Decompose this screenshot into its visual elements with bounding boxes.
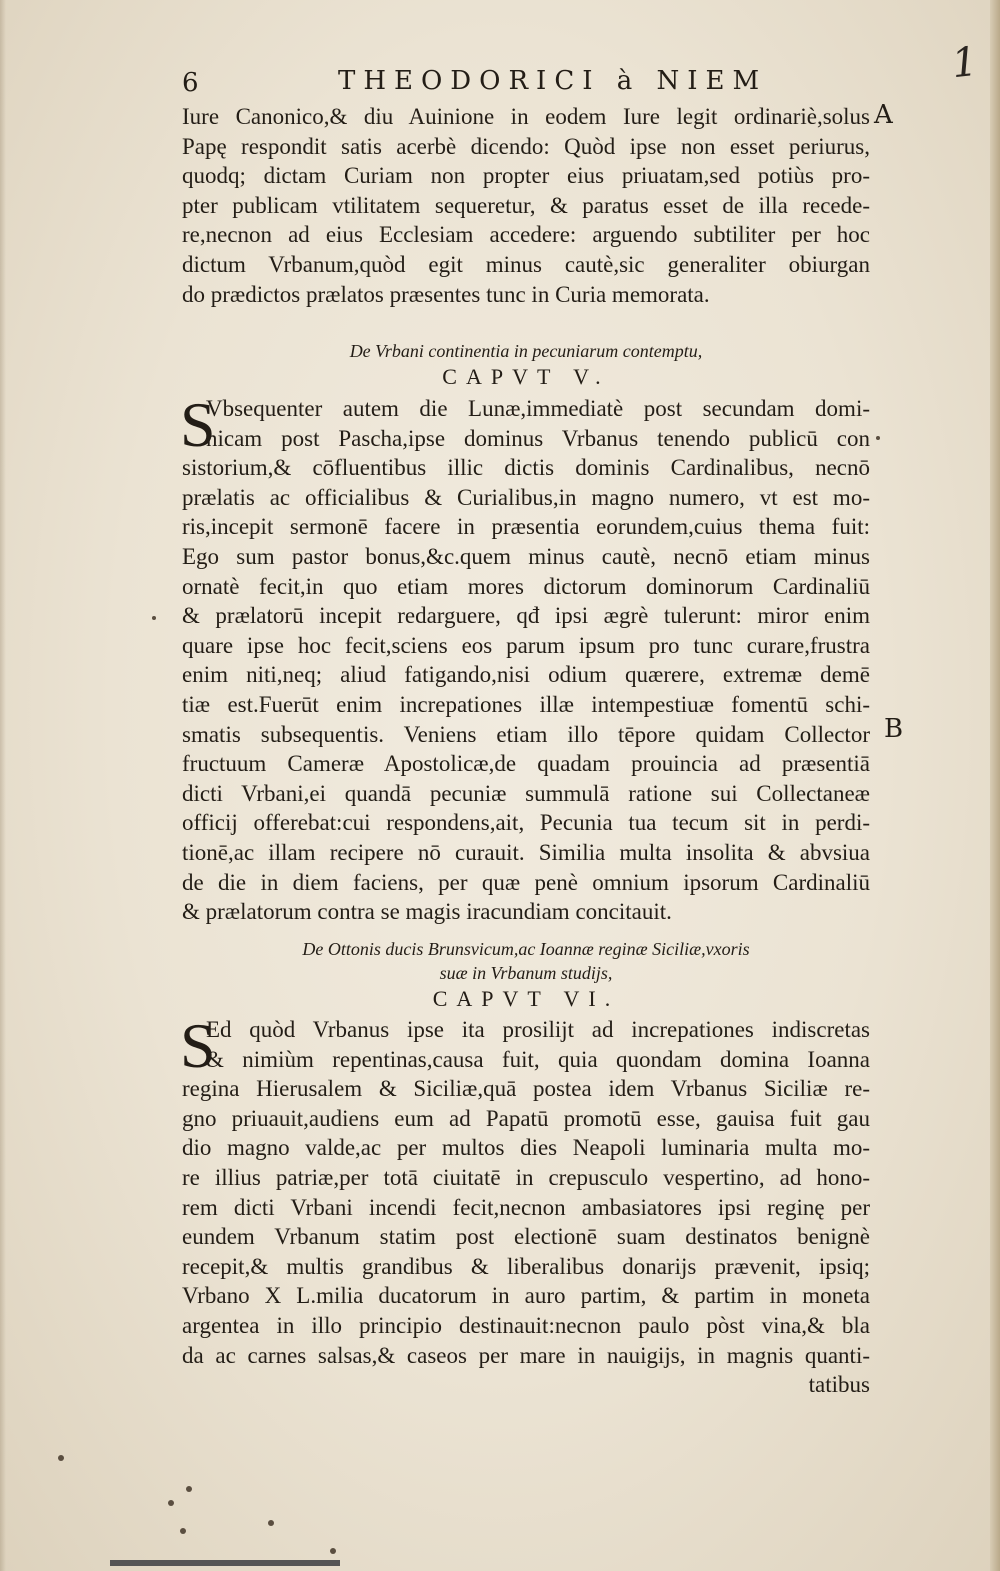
chapter-6-caput: CAPVT VI. [432,986,620,1011]
folio-mark: 1 [949,38,980,88]
text-line: eundem Vrbanum statim post electionē suam destinatos benignè [182,1224,870,1250]
text-line: rem dicti Vrbani incendi fecit,necnon ambasiatores ipsi reginę per [182,1194,870,1220]
page-edge [990,0,1000,1571]
chapter-6-heading-line-1: De Ottonis ducis Brunsvicum,ac Ioannæ reginæ Siciliæ,vxoris [302,939,750,959]
text-line: recepit,& multis grandibus & liberalibus donarijs prævenit, ipsiq; [182,1253,870,1279]
text-line: tiæ est.Fuerūt enim increpationes illæ intempestiuæ fomentū schi- [182,691,870,717]
text-line: prælatis ac officialibus & Curialibus,in magno numero, vt est mo- [182,484,870,510]
text-line: quare ipse hoc fecit,sciens eos parum ipsum pro tunc curare,frustra [182,632,870,658]
text-line: dicti Vrbani,ei quandā pecuniæ summulā ratione sui Collectaneæ [182,780,870,806]
text-line: sistorium,& cōfluentibus illic dictis dominis Cardinalibus, necnō [182,455,870,481]
ink-speck [58,1455,64,1461]
chapter-6-dropcap: S [180,1010,216,1081]
text-line: & prælatorum contra se magis iracundiam concitauit. [182,899,672,925]
text-line: ris,incepit sermonē facere in præsentia eorundem,cuius thema fuit: [182,514,870,540]
margin-letter-b: B [884,714,904,744]
chapter-5-caput: CAPVT V. [442,364,610,389]
text-line: & nimiùm repentinas,causa fuit, quia quondam domina Ioanna [206,1046,870,1072]
chapter-6-heading-line-2: suæ in Vrbanum studijs, [439,963,613,983]
text-line: da ac carnes salsas,& caseos per mare in nauigijs, in magnis quanti- [182,1342,870,1368]
text-line: Ego sum pastor bonus,&c.quem minus cautè, necnō etiam minus [182,543,870,569]
chapter-5-heading: De Vrbani continentia in pecuniarum contemptu, [349,341,703,361]
text-line: dio magno valde,ac per multos dies Neapoli luminaria multa mo- [182,1135,870,1161]
text-line: de die in diem faciens, per quæ penè omnium ipsorum Cardinaliū [182,869,870,895]
text-line: re,necnon ad eius Ecclesiam accedere: arguendo subtiliter per hoc [182,222,870,248]
ink-speck [180,1528,186,1534]
text-line: regina Hierusalem & Siciliæ,quā postea idem Vrbanus Siciliæ re- [182,1076,870,1102]
text-line: officij offerebat:cui respondens,ait, Pecunia tua tecum sit in perdi- [182,810,870,836]
page-bottom-edge [110,1560,340,1566]
ink-speck [168,1500,174,1506]
section-continuation [182,102,870,309]
text-line: gno priuauit,audiens eum ad Papatū promotū esse, gauisa fuit gau [182,1105,870,1131]
page-gutter-shadow [0,0,6,1571]
text-line: Iure Canonico,& diu Auinione in eodem Iure legit ordinariè,solus [182,104,870,129]
text-line: smatis subsequentis. Veniens etiam illo tēpore quidam Collector [182,721,870,747]
text-line: re illius patriæ,per totā ciuitatē in crepusculo vespertino, ad hono- [182,1164,870,1190]
ink-speck [152,616,156,620]
chapter-5-dropcap: S [180,389,216,460]
text-line: pter publicam vtilitatem sequeretur, & paratus esset de illa recede- [182,192,870,218]
text-line: fructuum Cameræ Apostolicæ,de quadam prouincia ad præsentiā [182,751,870,777]
text-line: enim niti,neq; aliud fatigando,nisi odium quærere, extremæ demē [182,662,870,688]
text-line: Vrbano X L.milia ducatorum in auro partim, & partim in moneta [182,1283,870,1309]
text-line: Papę respondit satis acerbè dicendo: Quòd ipse non esset periurus, [182,133,870,159]
ink-speck [876,436,880,440]
page-number: 6 [182,68,199,98]
running-head: THEODORICI à NIEM [338,66,768,96]
catchword: tatibus [808,1372,870,1398]
text-line: Ed quòd Vrbanus ipse ita prosilijt ad increpationes indiscretas [206,1017,870,1042]
ink-speck [330,1548,336,1554]
text-line: quodq; dictam Curiam non propter eius priuatam,sed potiùs pro- [182,163,870,189]
chapter-5-body [180,389,870,927]
ink-speck [186,1486,192,1492]
text-line: nicam post Pascha,ipse dominus Vrbanus tenendo publicū con [206,425,870,451]
ink-speck [268,1520,274,1526]
text-line: argentea in illo principio destinauit:necnon paulo pòst vina,& bla [182,1312,870,1338]
margin-letter-a: A [874,100,893,130]
chapter-6-body [180,1010,870,1400]
text-line: ornatè fecit,in quo etiam mores dictorum dominorum Cardinaliū [182,573,870,599]
text-line: & prælatorū incepit redarguere, qđ ipsi ægrè tulerunt: miror enim [182,603,870,629]
text-line: Vbsequenter autem die Lunæ,immediatè post secundam domi- [206,396,870,421]
text-line: tionē,ac illam recipere nō curauit. Similia multa insolita & abvsiua [182,839,870,865]
text-line: dictum Vrbanum,quòd egit minus cautè,sic generaliter obiurgan [182,251,870,277]
text-line: do prædictos prælatos præsentes tunc in Curia memorata. [182,281,710,307]
